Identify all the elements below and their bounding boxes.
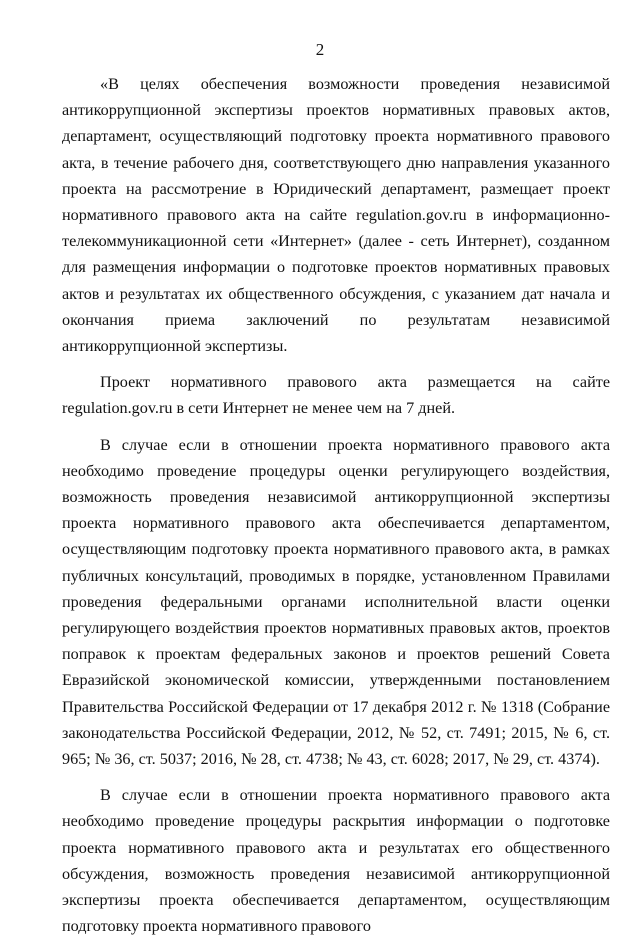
page-number: 2 xyxy=(315,40,325,59)
paragraph-2: Проект нормативного правового акта размещается на сайте regulation.gov.ru в сети Интернет не менее чем на 7 дней. xyxy=(62,373,610,418)
paragraph-1: «В целях обеспечения возможности проведения независимой антикоррупционной экспертизы проектов нормативных правовых актов, департамент, осуществляющий подготовку проекта нормативного правового акта, в течение рабочего дня, соответствующего дню направления указанного проекта на рассмотрение в Юридический департамент, размещает проект нормативного правового акта на сайте regulation.gov.ru в информационно-телекоммуникационной сети «Интернет» (далее - сеть Интернет), созданном для размещения информации о подготовке проектов нормативных правовых актов и результатах их общественного обсуждения, с указанием дат начала и окончания приема заключений по результатам независимой антикоррупционной экспертизы. xyxy=(62,75,610,356)
paragraph-4: В случае если в отношении проекта нормативного правового акта необходимо проведение процедуры раскрытия информации о подготовке проекта нормативного правового акта и результатах его общественного обсуждения, возможность проведения независимой антикоррупционной экспертизы проекта обеспечивается департаментом, осуществляющим подготовку проекта нормативного правового xyxy=(62,786,610,936)
document-body xyxy=(62,71,610,940)
paragraph-3: В случае если в отношении проекта нормативного правового акта необходимо проведение процедуры оценки регулирующего воздействия, возможность проведения независимой антикоррупционной экспертизы проекта нормативного правового акта обеспечивается департаментом, осуществляющим подготовку проекта нормативного правового акта, в рамках публичных консультаций, проводимых в порядке, установленном Правилами проведения федеральными органами исполнительной власти оценки регулирующего воздействия проектов нормативных правовых актов, проектов поправок к проектам федеральных законов и проектов решений Совета Евразийской экономической комиссии, утвержденными постановлением Правительства Российской Федерации от 17 декабря 2012 г. № 1318 (Собрание законодательства Российской Федерации, 2012, № 52, ст. 7491; 2015, № 6, ст. 965; № 36, ст. 5037; 2016, № 28, ст. 4738; № 43, ст. 6028; 2017, № 29, ст. 4374). xyxy=(62,435,610,769)
